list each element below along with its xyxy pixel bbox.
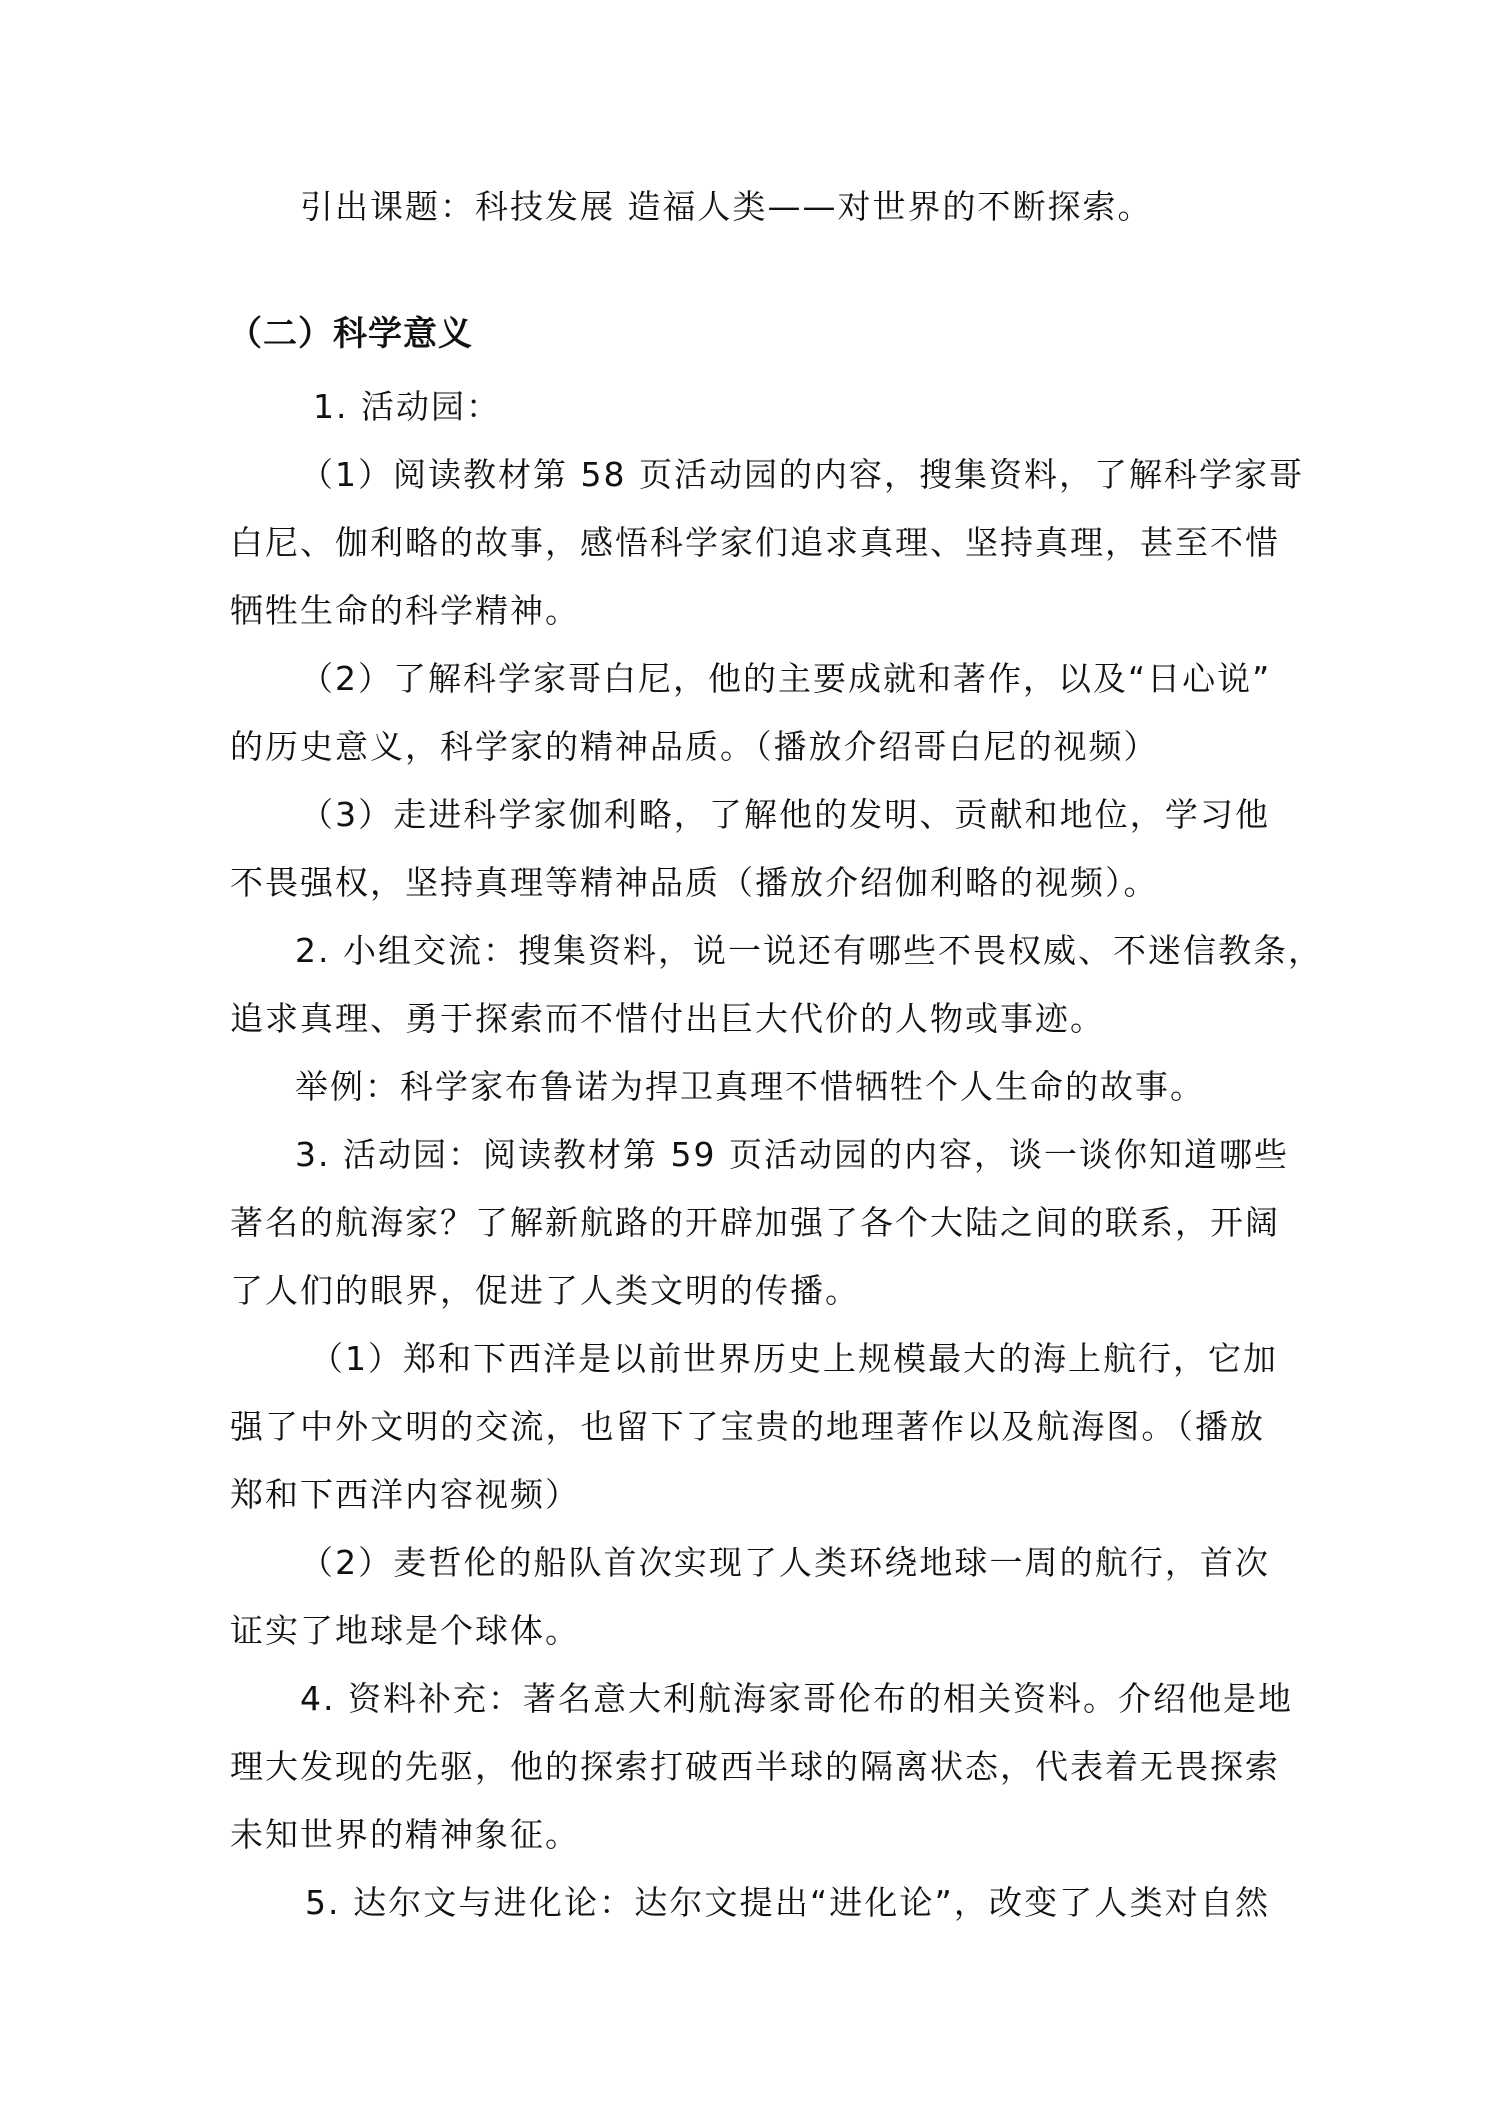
paragraph-line: 追求真理、勇于探索而不惜付出巨大代价的人物或事迹。 [230, 999, 1105, 1038]
paragraph-line: 未知世界的精神象征。 [230, 1815, 580, 1854]
paragraph-line: 不畏强权，坚持真理等精神品质（播放介绍伽利略的视频）。 [230, 863, 1159, 902]
paragraph-line: （1）阅读教材第 58 页活动园的内容，搜集资料，了解科学家哥 [300, 455, 1304, 494]
paragraph-line: 3. 活动园：阅读教材第 59 页活动园的内容，谈一谈你知道哪些 [295, 1135, 1289, 1174]
paragraph-line: （2）了解科学家哥白尼，他的主要成就和著作，以及“日心说” [300, 659, 1272, 698]
paragraph-line: 证实了地球是个球体。 [230, 1611, 580, 1650]
section-heading: （二）科学意义 [228, 314, 473, 354]
paragraph-line: 著名的航海家？了解新航路的开辟加强了各个大陆之间的联系，开阔 [230, 1203, 1280, 1242]
paragraph-line: 4. 资料补充：著名意大利航海家哥伦布的相关资料。介绍他是地 [300, 1679, 1293, 1718]
paragraph-line: （3）走进科学家伽利略，了解他的发明、贡献和地位，学习他 [300, 795, 1270, 834]
paragraph-line: 5. 达尔文与进化论：达尔文提出“进化论”，改变了人类对自然 [305, 1883, 1270, 1922]
paragraph-line: 强了中外文明的交流，也留下了宝贵的地理著作以及航海图。（播放 [230, 1407, 1265, 1446]
paragraph-line: 郑和下西洋内容视频） [230, 1475, 580, 1514]
paragraph-line: 白尼、伽利略的故事，感悟科学家们追求真理、坚持真理，甚至不惜 [230, 523, 1280, 562]
paragraph-line: 1. 活动园： [313, 387, 501, 426]
paragraph-line: 举例：科学家布鲁诺为捍卫真理不惜牺牲个人生命的故事。 [295, 1067, 1205, 1106]
paragraph-line: 了人们的眼界，促进了人类文明的传播。 [230, 1271, 860, 1310]
paragraph-line: 2. 小组交流：搜集资料，说一说还有哪些不畏权威、不迷信教条， [295, 931, 1323, 970]
paragraph-line: 的历史意义，科学家的精神品质。（播放介绍哥白尼的视频） [230, 727, 1159, 766]
paragraph-line: （1）郑和下西洋是以前世界历史上规模最大的海上航行，它加 [310, 1339, 1278, 1378]
paragraph-line: （2）麦哲伦的船队首次实现了人类环绕地球一周的航行，首次 [300, 1543, 1270, 1582]
paragraph-line: 理大发现的先驱，他的探索打破西半球的隔离状态，代表着无畏探索 [230, 1747, 1280, 1786]
intro-topic-line: 引出课题：科技发展 造福人类——对世界的不断探索。 [300, 187, 1153, 226]
paragraph-line: 牺牲生命的科学精神。 [230, 591, 580, 630]
